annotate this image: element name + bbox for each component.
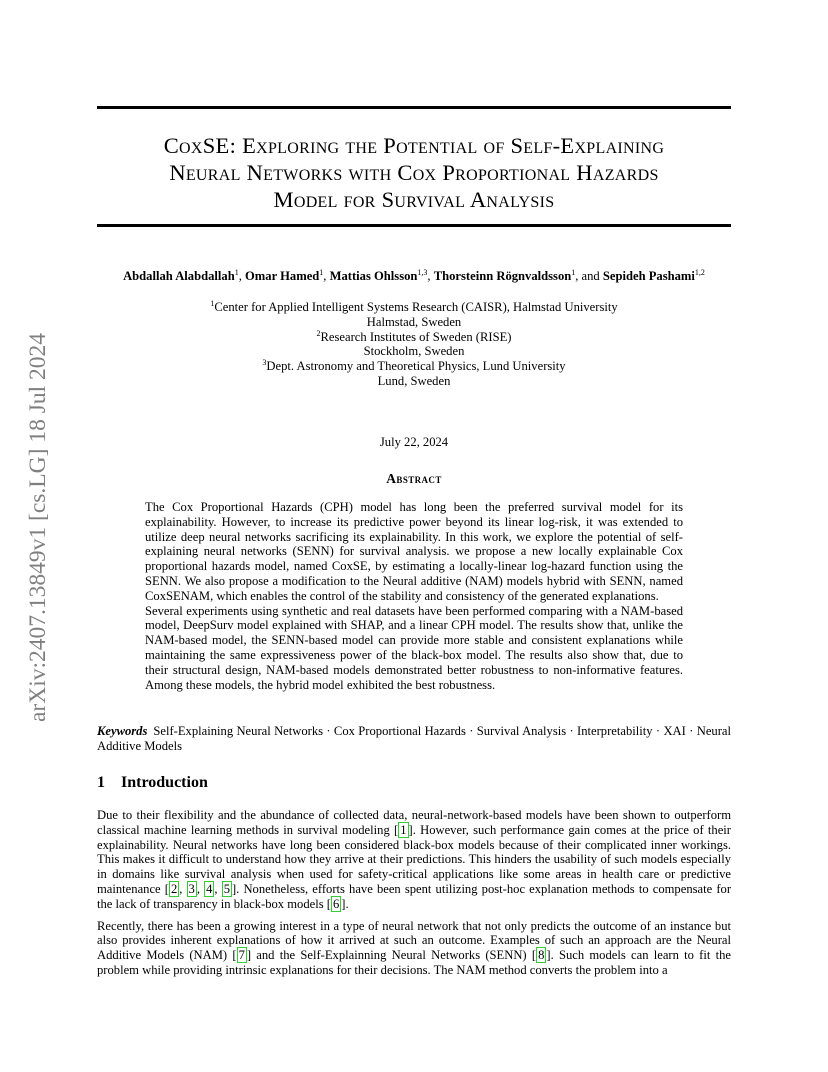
author-list: [60, 268, 768, 284]
author-separator: ,: [238, 269, 246, 283]
author-name: Abdallah Alabdallah: [123, 269, 235, 283]
affiliation-line: [97, 315, 731, 330]
affiliation-mark: 3: [262, 358, 267, 368]
abstract-paragraph: The Cox Proportional Hazards (CPH) model has long been the preferred survival model for its explainability. However, to increase its predictive power beyond its linear log-risk, it was extended to utilize deep neural networks sacrificing its explainability. In this work, we explore the potential of self-explaining neural networks (SENN) for survival analysis. we propose a new locally explainable Cox proportional hazards model, named CoxSE, by estimating a locally-linear log-hazard function using the SENN. We also propose a modification to the Neural additive (NAM) models hybrid with SENN, named CoxSENAM, which enables the control of the stability and consistency of the generated explanations.: [145, 500, 683, 603]
section-number: 1: [97, 774, 105, 791]
author-and: , and: [575, 269, 603, 283]
citation-link[interactable]: 6: [332, 896, 340, 911]
keywords-text: Self-Explaining Neural Networks · Cox Proportional Hazards · Survival Analysis · Interpretability · XAI · Neural Additive Models: [97, 724, 731, 753]
introduction-body: [97, 808, 731, 985]
author-separator: ,: [427, 269, 434, 283]
author-separator: ,: [323, 269, 330, 283]
abstract-heading: [97, 471, 731, 487]
affiliation-line: [97, 330, 731, 345]
title-line: Model for Survival Analysis: [273, 187, 555, 212]
affiliation-line: [97, 344, 731, 359]
abstract-paragraph: Several experiments using synthetic and real datasets have been performed comparing with a NAM-based model, DeepSurv model explained with SHAP, and a linear CPH model. The results show that, unlike the NAM-based model, the SENN-based model can provide more stable and consistent explanations while maintaining the same expressiveness power of the black-box model. The results also show that, due to their structural design, NAM-based models demonstrated better robustness to non-informative features. Among these models, the hybrid model exhibited the best robustness.: [145, 603, 683, 692]
title-rule-bottom: [97, 224, 731, 227]
keywords-label: Keywords: [97, 724, 148, 738]
author-affiliation-mark: 1,3: [417, 268, 428, 277]
arxiv-identifier: arXiv:2407.13849v1 [cs.LG] 18 Jul 2024: [25, 332, 51, 722]
keywords: [97, 724, 731, 754]
citation-link[interactable]: 7: [238, 948, 245, 963]
title-rule-top: [97, 106, 731, 109]
affiliation-text: Stockholm, Sweden: [363, 344, 465, 359]
body-paragraph: Due to their flexibility and the abundance of collected data, neural-network-based models have been shown to outperform classical machine learning methods in survival modeling [ 1 ]. However, such performance gain comes at the price of their explainability. Neural networks have long been considered black-box models because of their complicated inner workings. This makes it difficult to understand how they arrive at their predictions. This hinders the usability of such models especially in domains like survival analysis when used for safety-critical applications like some areas in health care or predictive maintenance [ 2 , 3 , 4 , 5 ]. Nonetheless, efforts have been spent utilizing post-hoc explanation methods to compensate for the lack of transparency in black-box models [ 6 ].: [97, 808, 732, 911]
paper-date: July 22, 2024: [379, 435, 449, 449]
section-heading-introduction: [97, 773, 731, 793]
abstract: [145, 500, 683, 692]
author-name: Omar Hamed: [245, 269, 320, 283]
author-name: Mattias Ohlsson: [329, 269, 418, 283]
paper-title: [97, 132, 731, 213]
citation-link[interactable]: 3: [188, 881, 195, 896]
citation-link[interactable]: 5: [223, 881, 230, 896]
citation-link[interactable]: 1: [400, 822, 407, 837]
author-affiliation-mark: 1: [234, 268, 239, 277]
affiliation-line: [97, 300, 731, 315]
affiliation-text: Center for Applied Intelligent Systems Research (CAISR), Halmstad University: [214, 300, 618, 314]
affiliations: [97, 300, 731, 389]
affiliation-line: [97, 374, 731, 389]
citation-link[interactable]: 2: [170, 881, 178, 896]
title-line: Neural Networks with Cox Proportional Hazards: [169, 160, 659, 185]
body-paragraph: Recently, there has been a growing interest in a type of neural network that not only predicts the outcome of an instance but also provides inherent explanations of how it arrived at such an outcome. Examples of such an approach are the Neural Additive Models (NAM) [ 7 ] and the Self-Explainning Neural Networks (SENN) [ 8 ]. Such models can learn to fit the problem while providing intrinsic explanations for their decisions. The NAM method converts the problem into a: [97, 918, 732, 977]
affiliation-text: Halmstad, Sweden: [366, 314, 462, 329]
affiliation-line: [97, 359, 731, 374]
section-title: Introduction: [121, 774, 208, 791]
citation-link[interactable]: 8: [538, 948, 545, 963]
affiliation-mark: 2: [316, 328, 321, 338]
citation-link[interactable]: 4: [206, 881, 213, 896]
affiliation-text: Dept. Astronomy and Theoretical Physics, Lund University: [266, 359, 566, 374]
author-name: Thorsteinn Rögnvaldsson: [433, 269, 572, 283]
abstract-heading-text: Abstract: [386, 471, 442, 486]
author-name: Sepideh Pashami: [602, 269, 695, 283]
affiliation-mark: 1: [210, 299, 215, 308]
affiliation-text: Lund, Sweden: [377, 373, 451, 388]
author-affiliation-mark: 1: [319, 268, 324, 277]
title-line: CoxSE: Exploring the Potential of Self-Explaining: [163, 133, 665, 158]
author-affiliation-mark: 1: [571, 268, 576, 277]
author-affiliation-mark: 1,2: [694, 268, 705, 277]
affiliation-text: Research Institutes of Sweden (RISE): [320, 329, 512, 344]
